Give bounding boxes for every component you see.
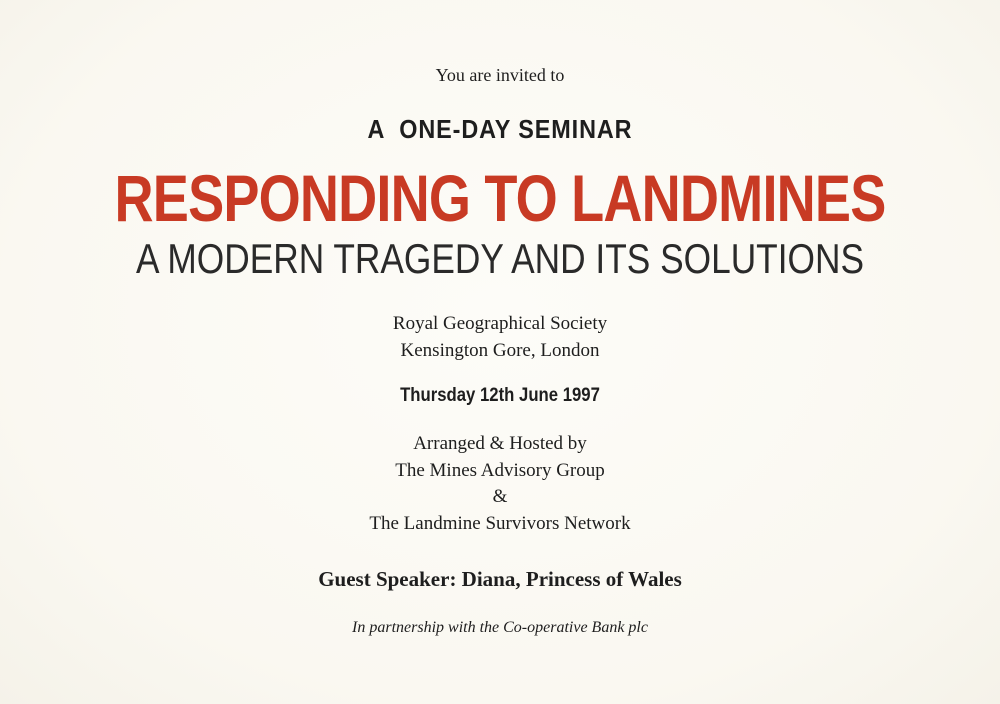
hosts-intro: Arranged & Hosted by [413,433,587,454]
hosts-ampersand: & [492,486,508,507]
event-date: Thursday 12th June 1997 [400,385,600,406]
guest-speaker: Guest Speaker: Diana, Princess of Wales [318,567,682,591]
venue-address: Kensington Gore, London [400,340,600,361]
host-landmine-survivors-network: The Landmine Survivors Network [369,513,631,534]
invitation-intro: You are invited to [435,65,565,85]
event-type-heading: A ONE-DAY SEMINAR [367,114,633,144]
partnership-note: In partnership with the Co-operative Bank plc [352,619,648,636]
host-mines-advisory-group: The Mines Advisory Group [395,460,605,481]
seminar-subtitle: A MODERN TRAGEDY AND ITS SOLUTIONS [136,235,864,282]
seminar-title: RESPONDING TO LANDMINES [114,161,886,235]
venue-name: Royal Geographical Society [392,313,608,334]
